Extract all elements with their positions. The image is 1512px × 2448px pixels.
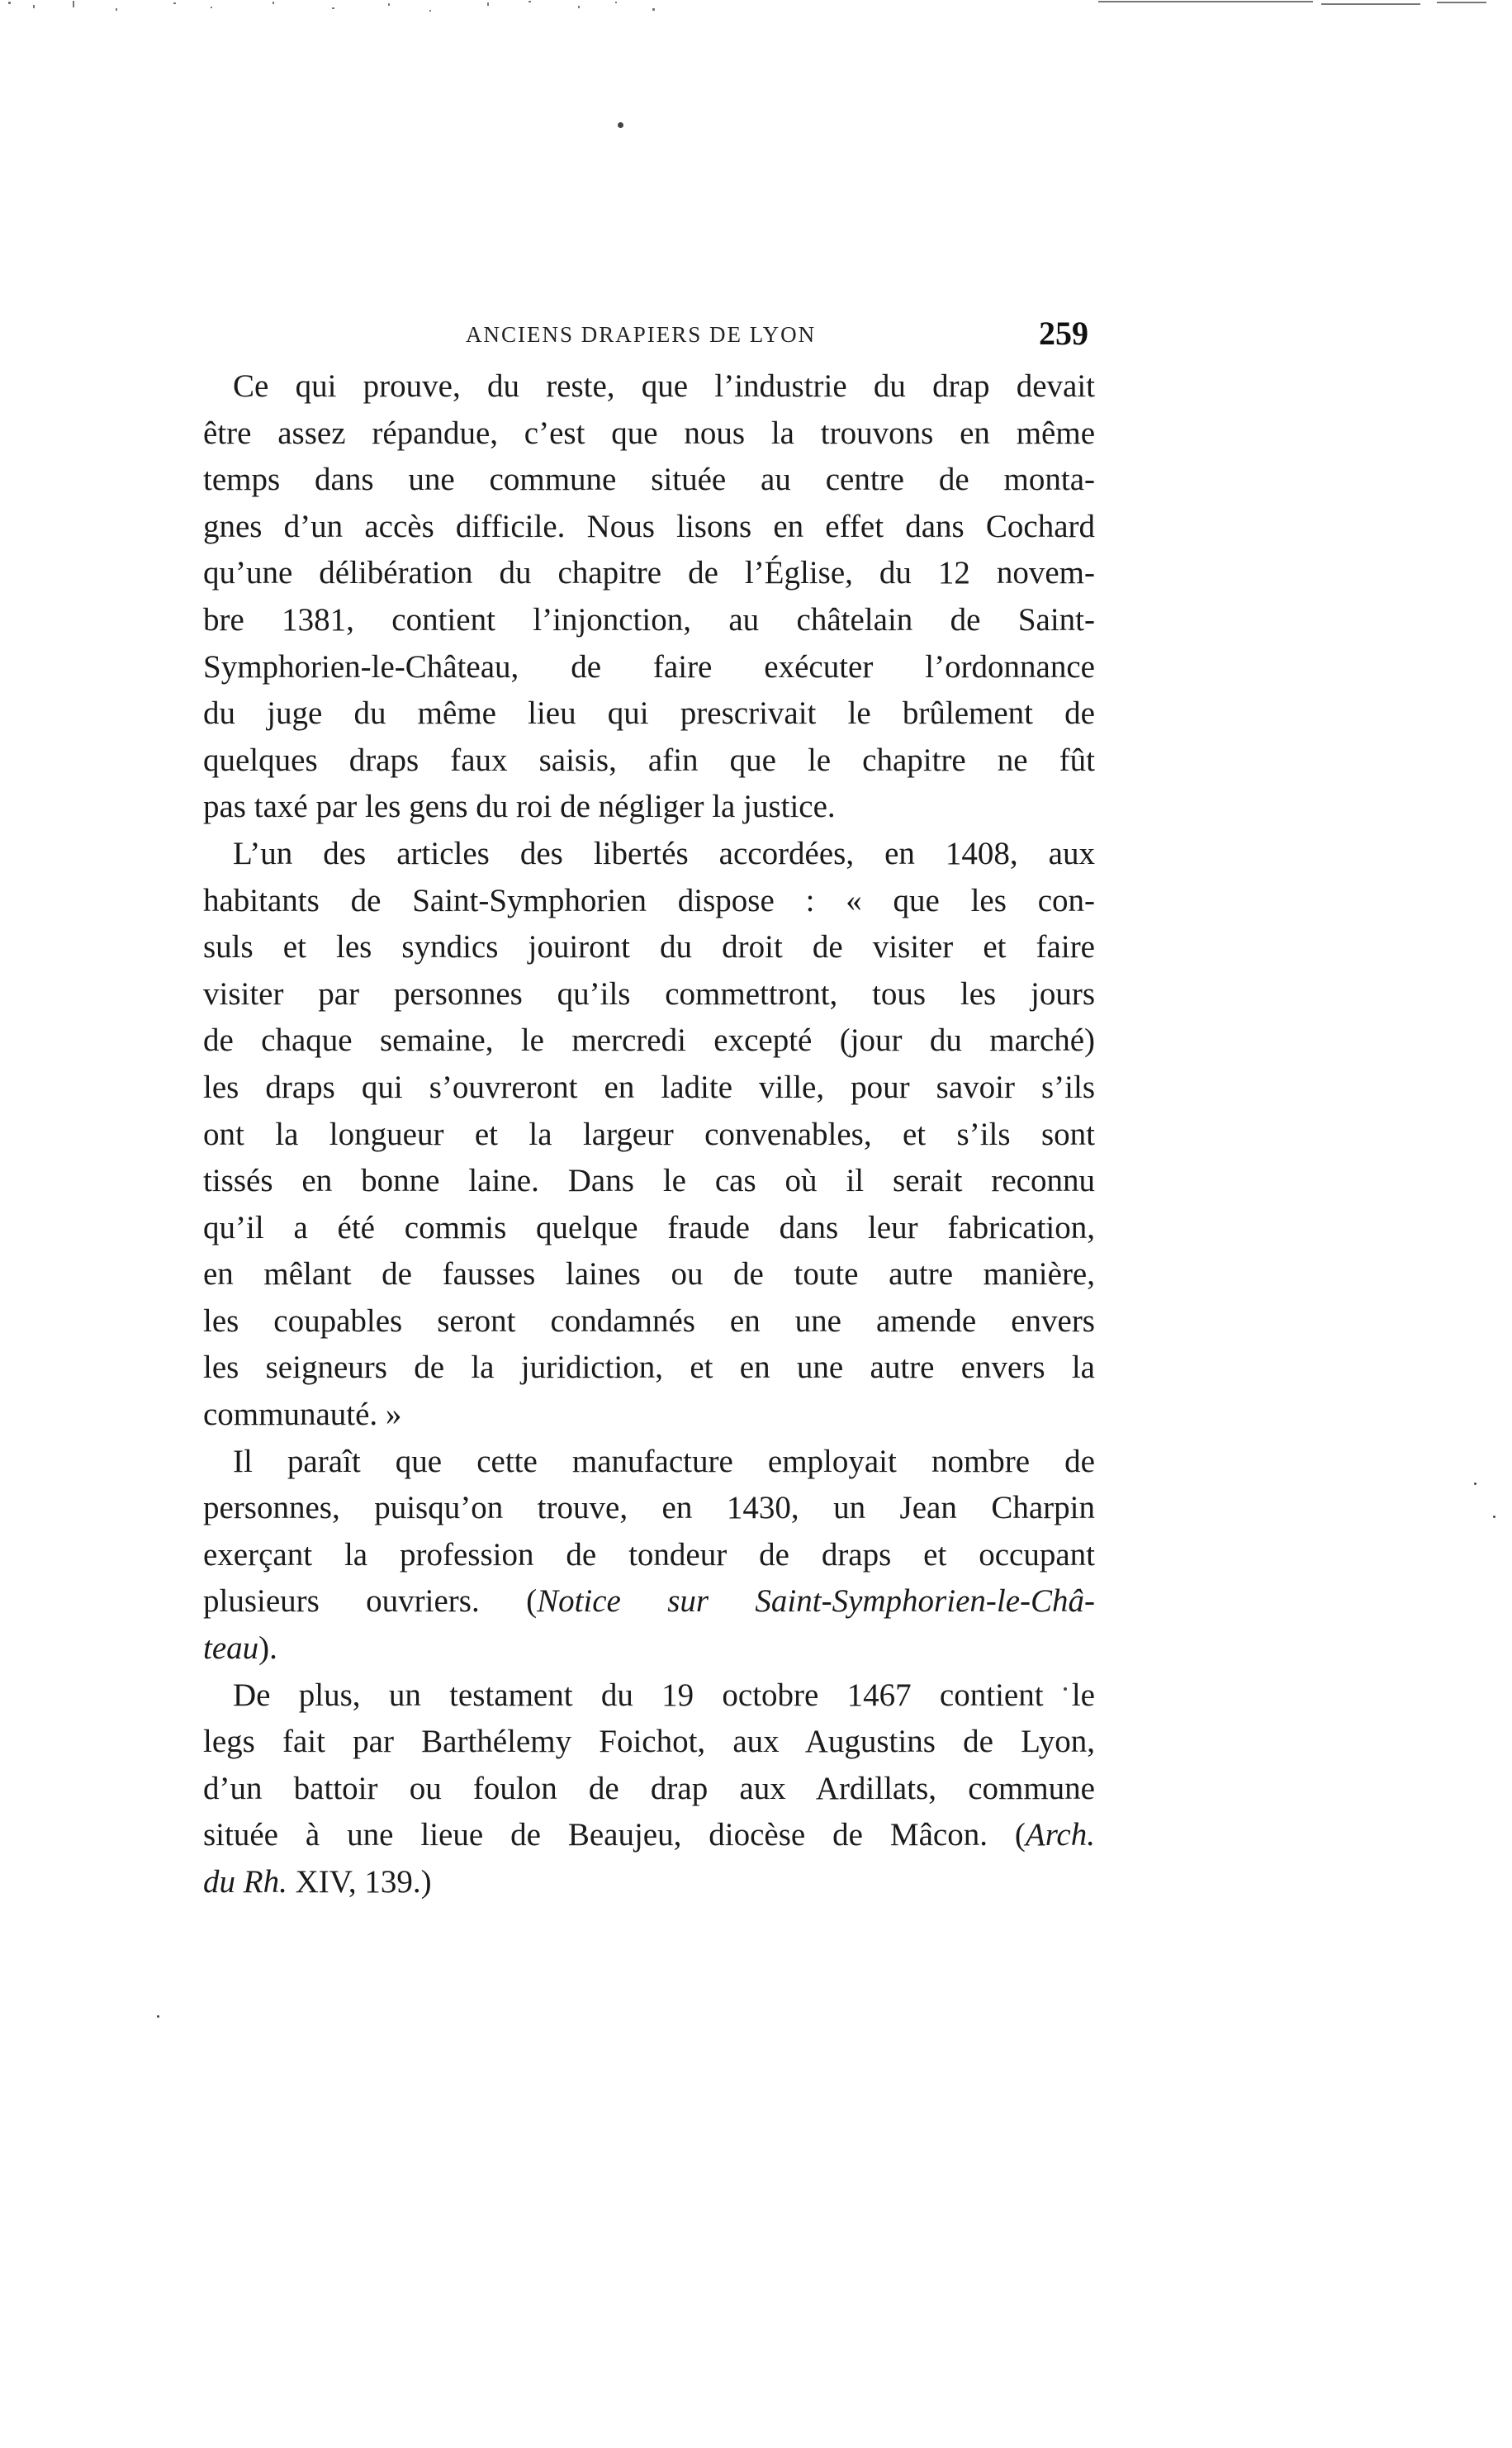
page-header [203, 314, 1095, 363]
text-line [203, 1625, 1095, 1672]
italic-citation: Arch. [1025, 1817, 1095, 1853]
text-line: Ce qui prouve, du reste, que l’industrie du drap devait [233, 368, 1095, 404]
text-segment: ). [258, 1630, 277, 1667]
text-line: qu’il a été commis quelque fraude dans leur fabrication, [203, 1209, 1095, 1245]
text-line: les coupables seront condamnés en une amende envers [203, 1302, 1095, 1339]
text-line: legs fait par Barthélemy Foichot, aux Augustins de Lyon, [203, 1724, 1095, 1760]
text-line: du juge du même lieu qui prescrivait le brûlement de [203, 695, 1095, 732]
text-line: temps dans une commune située au centre de monta- [203, 462, 1095, 498]
text-line: quelques draps faux saisis, afin que le chapitre ne fût [203, 742, 1095, 778]
text-line: tissés en bonne laine. Dans le cas où il serait reconnu [203, 1163, 1095, 1199]
text-line: communauté. » [203, 1397, 402, 1433]
text-line: d’un battoir ou foulon de drap aux Ardillats, commune [203, 1770, 1095, 1806]
speck [1474, 1483, 1476, 1485]
italic-citation: du Rh. [203, 1864, 287, 1900]
text-line: habitants de Saint-Symphorien dispose : « que les con- [203, 882, 1095, 918]
text-line: exerçant la profession de tondeur de draps et occupant [203, 1536, 1095, 1573]
text-line: L’un des articles des libertés accordées, en 1408, aux [233, 835, 1095, 871]
text-line: pas taxé par les gens du roi de négliger la justice. [203, 789, 836, 825]
text-segment: plusieurs ouvriers. ( [203, 1583, 538, 1620]
text-line: Symphorien-le-Château, de faire exécuter l’ordonnance [203, 648, 1095, 685]
scan-edge-noise [0, 0, 1512, 33]
text-line: être assez répandue, c’est que nous la trouvons en même [203, 415, 1095, 451]
italic-citation: teau [203, 1630, 259, 1667]
text-line: bre 1381, contient l’injonction, au châtelain de Saint- [203, 601, 1095, 638]
speck [618, 122, 623, 128]
text-line [203, 1812, 1095, 1859]
text-line [203, 1859, 1095, 1906]
page-number: 259 [1039, 315, 1088, 352]
speck [1493, 1516, 1495, 1518]
text-line: personnes, puisqu’on trouve, en 1430, un Jean Charpin [203, 1490, 1095, 1526]
running-title: ANCIENS DRAPIERS DE LYON [466, 322, 817, 347]
text-segment: située à une lieue de Beaujeu, diocèse de Mâcon. ( [203, 1817, 1026, 1853]
text-line [203, 1578, 1095, 1625]
text-line: qu’une délibération du chapitre de l’Église, du 12 novem- [203, 555, 1095, 591]
text-line: les draps qui s’ouvreront en ladite ville, pour savoir s’ils [203, 1069, 1095, 1105]
text-line: les seigneurs de la juridiction, et en une autre envers la [203, 1350, 1095, 1386]
text-segment: XIV, 139.) [287, 1864, 432, 1900]
speck [157, 2015, 159, 2018]
text-line: De plus, un testament du 19 octobre 1467 contient le [233, 1677, 1095, 1713]
body-text [203, 363, 1095, 1906]
text-line: ont la longueur et la largeur convenables, et s’ils sont [203, 1116, 1095, 1152]
text-line: Il paraît que cette manufacture employait nombre de [233, 1443, 1095, 1479]
text-line: visiter par personnes qu’ils commettront, tous les jours [203, 975, 1095, 1012]
text-line: suls et les syndics jouiront du droit de visiter et faire [203, 929, 1095, 965]
text-line: de chaque semaine, le mercredi excepté (jour du marché) [203, 1022, 1095, 1059]
italic-citation: Notice sur Saint-Symphorien-le-Châ- [537, 1583, 1095, 1620]
text-line: en mêlant de fausses laines ou de toute autre manière, [203, 1256, 1095, 1293]
text-line: gnes d’un accès difficile. Nous lisons en effet dans Cochard [203, 508, 1095, 544]
